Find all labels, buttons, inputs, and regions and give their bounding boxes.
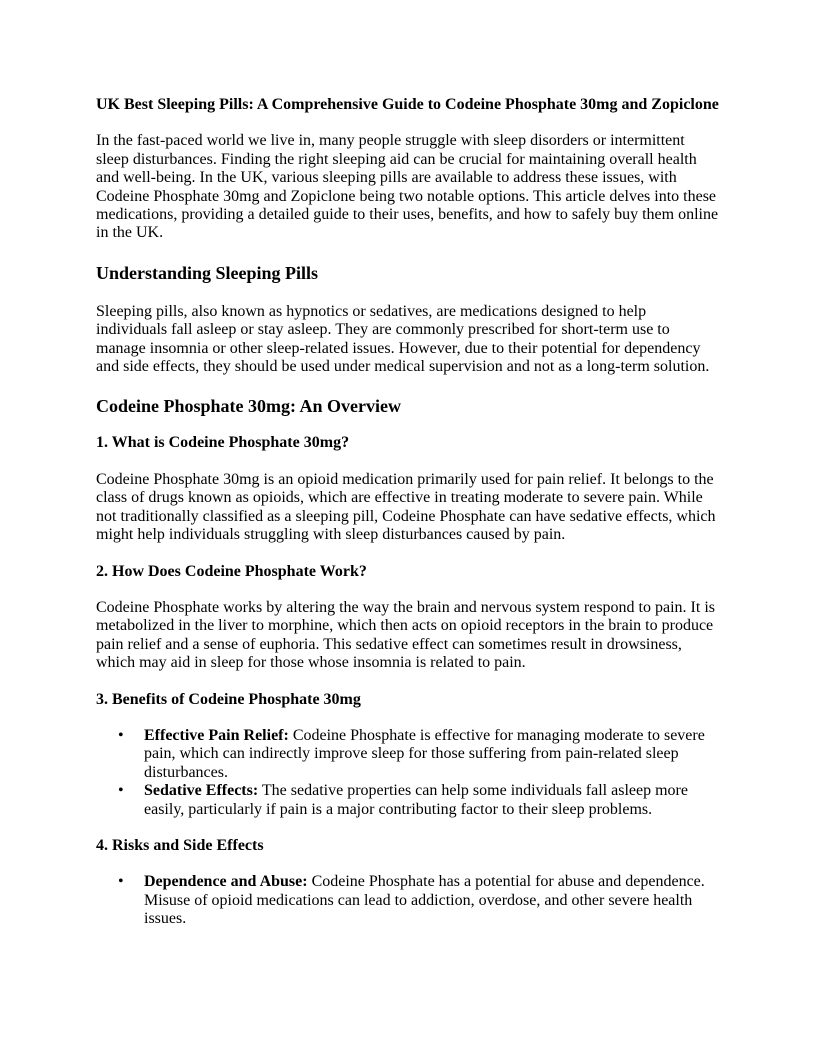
list-item [96, 782, 720, 819]
bullet-icon: • [118, 873, 124, 891]
list-item-label: Effective Pain Relief: [144, 726, 289, 744]
paragraph-what-is: Codeine Phosphate 30mg is an opioid medication primarily used for pain relief. It belongs to the class of drugs known as opioids, which are effective in treating moderate to severe pain. While not traditionally classified as a sleeping pill, Codeine Phosphate can have sedative effects, which might help individuals struggling with sleep disturbances caused by pain. [96, 470, 716, 544]
section-heading-understanding: Understanding Sleeping Pills [96, 262, 319, 283]
list-item-label: Sedative Effects: [144, 782, 259, 800]
bullet-icon: • [118, 726, 124, 744]
list-item-label: Dependence and Abuse: [144, 873, 308, 891]
paragraph-how-works: Codeine Phosphate works by altering the way the brain and nervous system respond to pain. It is metabolized in the liver to morphine, which then acts on opioid receptors in the brain to produce pain relief and a sense of euphoria. This sedative effect can sometimes result in drowsiness, which may aid in sleep for those whose insomnia is related to pain. [96, 598, 715, 672]
list-item-text: The sedative properties can help some individuals fall asleep more easily, particularly if pain is a major contributing factor to their sleep problems. [144, 782, 688, 818]
benefits-list [96, 727, 720, 819]
bullet-icon: • [118, 782, 124, 800]
list-item [96, 727, 720, 782]
section-heading-codeine-overview: Codeine Phosphate 30mg: An Overview [96, 396, 401, 417]
document-page [96, 96, 720, 929]
subheading-what-is: 1. What is Codeine Phosphate 30mg? [96, 434, 350, 452]
subheading-risks: 4. Risks and Side Effects [96, 836, 264, 854]
intro-paragraph: In the fast-paced world we live in, many people struggle with sleep disorders or intermittent sleep disturbances. Finding the right sleeping aid can be crucial for maintaining overall health and well-being. In the UK, various sleeping pills are available to address these issues, with Codeine Phosphate 30mg and Zopiclone being two notable options. This article delves into these medications, providing a detailed guide to their uses, benefits, and how to safely buy them online in the UK. [96, 132, 719, 242]
list-item-text: Codeine Phosphate is effective for managing moderate to severe pain, which can indirectly improve sleep for those suffering from pain-related sleep disturbances. [144, 726, 705, 781]
document-title: UK Best Sleeping Pills: A Comprehensive Guide to Codeine Phosphate 30mg and Zopiclone [96, 96, 719, 113]
list-item [96, 873, 720, 928]
subheading-benefits: 3. Benefits of Codeine Phosphate 30mg [96, 690, 361, 708]
section-body-understanding: Sleeping pills, also known as hypnotics or sedatives, are medications designed to help individuals fall asleep or stay asleep. They are commonly prescribed for short-term use to manage insomnia or other sleep-related issues. However, due to their potential for dependency and side effects, they should be used under medical supervision and not as a long-term solution. [96, 302, 710, 376]
risks-list [96, 873, 720, 928]
list-item-text: Codeine Phosphate has a potential for abuse and dependence. Misuse of opioid medications can lead to addiction, overdose, and other severe health issues. [144, 873, 705, 928]
subheading-how-works: 2. How Does Codeine Phosphate Work? [96, 562, 367, 580]
